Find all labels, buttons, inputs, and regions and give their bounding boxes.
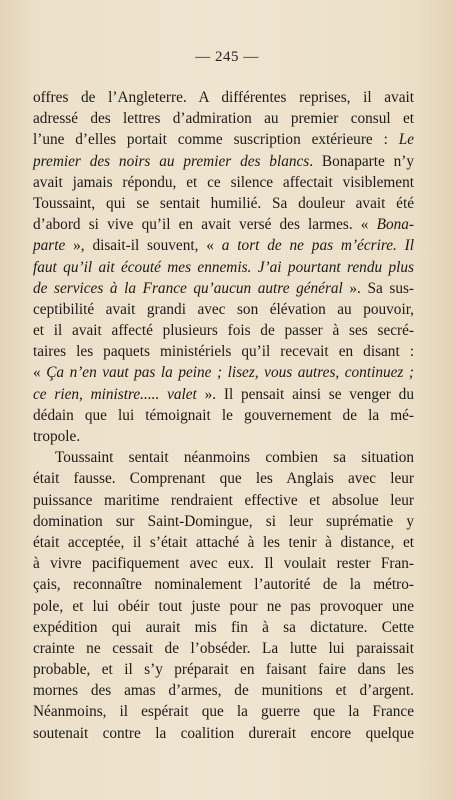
text-line [33, 426, 414, 447]
text-run: puissance maritime rendraient effective et absolue leur [33, 491, 414, 509]
italic-run: Le [398, 131, 414, 149]
text-line [33, 257, 414, 278]
text-line [33, 596, 414, 617]
text-line [33, 638, 414, 659]
text-run: soutenait contre la coalition durerait encore quelque [33, 724, 414, 742]
text-run: probable, et il s’y préparait en faisant faire dans les [33, 661, 414, 679]
text-run: dédain que lui témoignait le gouvernement de la mé- [33, 406, 414, 424]
text-line [33, 490, 414, 511]
text-run: tropole. [33, 428, 81, 445]
italic-run: a tort de ne pas m’écrire. Il [221, 237, 415, 255]
text-run: Néanmoins, il espérait que la guerre que la France [33, 703, 414, 721]
text-run: avait jamais répondu, et ce silence affectait visiblement [33, 173, 414, 191]
text-line [33, 278, 414, 299]
italic-run: faut qu’il ait écouté mes ennemis. J’ai pourtant rendu plus [33, 258, 414, 276]
text-run: et il avait affecté plusieurs fois de passer à ses secré- [33, 322, 414, 340]
text-line [33, 384, 414, 405]
text-run: à vivre pacifiquement avec eux. Il voulait rester Fran- [33, 555, 414, 573]
text-run: pole, et lui obéir tout juste pour ne pas provoquer une [33, 597, 414, 615]
text-run: mornes des amas d’armes, de munitions et d’argent. [33, 682, 414, 700]
text-run: était acceptée, il s’était attaché à les tenir à distance, et [33, 533, 414, 551]
text-line [33, 553, 414, 574]
text-run: ceptibilité avait grandi avec son élévation au pouvoir, [33, 300, 414, 318]
italic-run: premier des noirs au premier des blancs [33, 152, 310, 170]
text-line [33, 341, 414, 362]
text-line [33, 405, 414, 426]
text-line [33, 320, 414, 341]
text-run: . Bonaparte n’y [309, 152, 414, 170]
italic-run: parte [33, 237, 66, 255]
text-line [33, 151, 414, 172]
text-run: Toussaint, qui se sentait humilié. Sa douleur avait été [33, 194, 414, 212]
page-number: — 245 — [195, 49, 259, 65]
text-line [33, 680, 414, 701]
text-run: Toussaint sentait néanmoins combien sa situation [55, 449, 414, 467]
text-line [33, 723, 414, 744]
text-line [33, 468, 414, 489]
text-line [33, 235, 414, 256]
text-run: ». Il pensait ainsi se venger du [196, 385, 414, 403]
text-run: « [33, 364, 47, 382]
text-line [33, 87, 414, 108]
text-line [33, 214, 414, 235]
text-line [33, 447, 414, 468]
text-line [33, 108, 414, 129]
text-run: offres de l’Angleterre. A différentes reprises, il avait [33, 89, 414, 106]
text-run: adressé des lettres d’admiration au premier consul et [33, 110, 414, 128]
text-run: crainte ne cessait de l’obséder. La lutte lui paraissait [33, 639, 414, 657]
text-run: taires les paquets ministériels qu’il recevait en disant : [33, 343, 414, 361]
text-run: ». Sa sus- [342, 279, 415, 297]
text-line [33, 511, 414, 532]
text-line [33, 299, 414, 320]
text-line [33, 193, 414, 214]
italic-run: ce rien, ministre..... valet [33, 385, 197, 403]
italic-run: Bona- [376, 216, 414, 234]
text-line [33, 701, 414, 722]
text-line [33, 617, 414, 638]
italic-run: Ça n’en vaut pas la peine ; lisez, vous autres, continuez ; [46, 364, 414, 382]
text-line [33, 574, 414, 595]
italic-run: de services à la France qu’aucun autre général [33, 279, 343, 297]
text-run: d’abord si vive qu’il en avait versé des larmes. « [33, 216, 377, 234]
text-run: était fausse. Comprenant que les Anglais avec leur [33, 470, 414, 488]
text-run: l’une d’elles portait comme suscription extérieure : [33, 131, 399, 149]
text-line [33, 362, 414, 383]
body-text [33, 87, 414, 744]
text-line [33, 129, 414, 150]
text-run: domination sur Saint-Domingue, si leur suprématie y [33, 512, 414, 530]
text-line [33, 172, 414, 193]
text-run: », disait-il souvent, « [65, 237, 222, 255]
text-run: çais, reconnaître nominalement l’autorité de la métro- [33, 576, 414, 594]
text-line [33, 659, 414, 680]
text-run: expédition qui aurait mis fin à sa dictature. Cette [33, 618, 414, 636]
text-line [33, 532, 414, 553]
